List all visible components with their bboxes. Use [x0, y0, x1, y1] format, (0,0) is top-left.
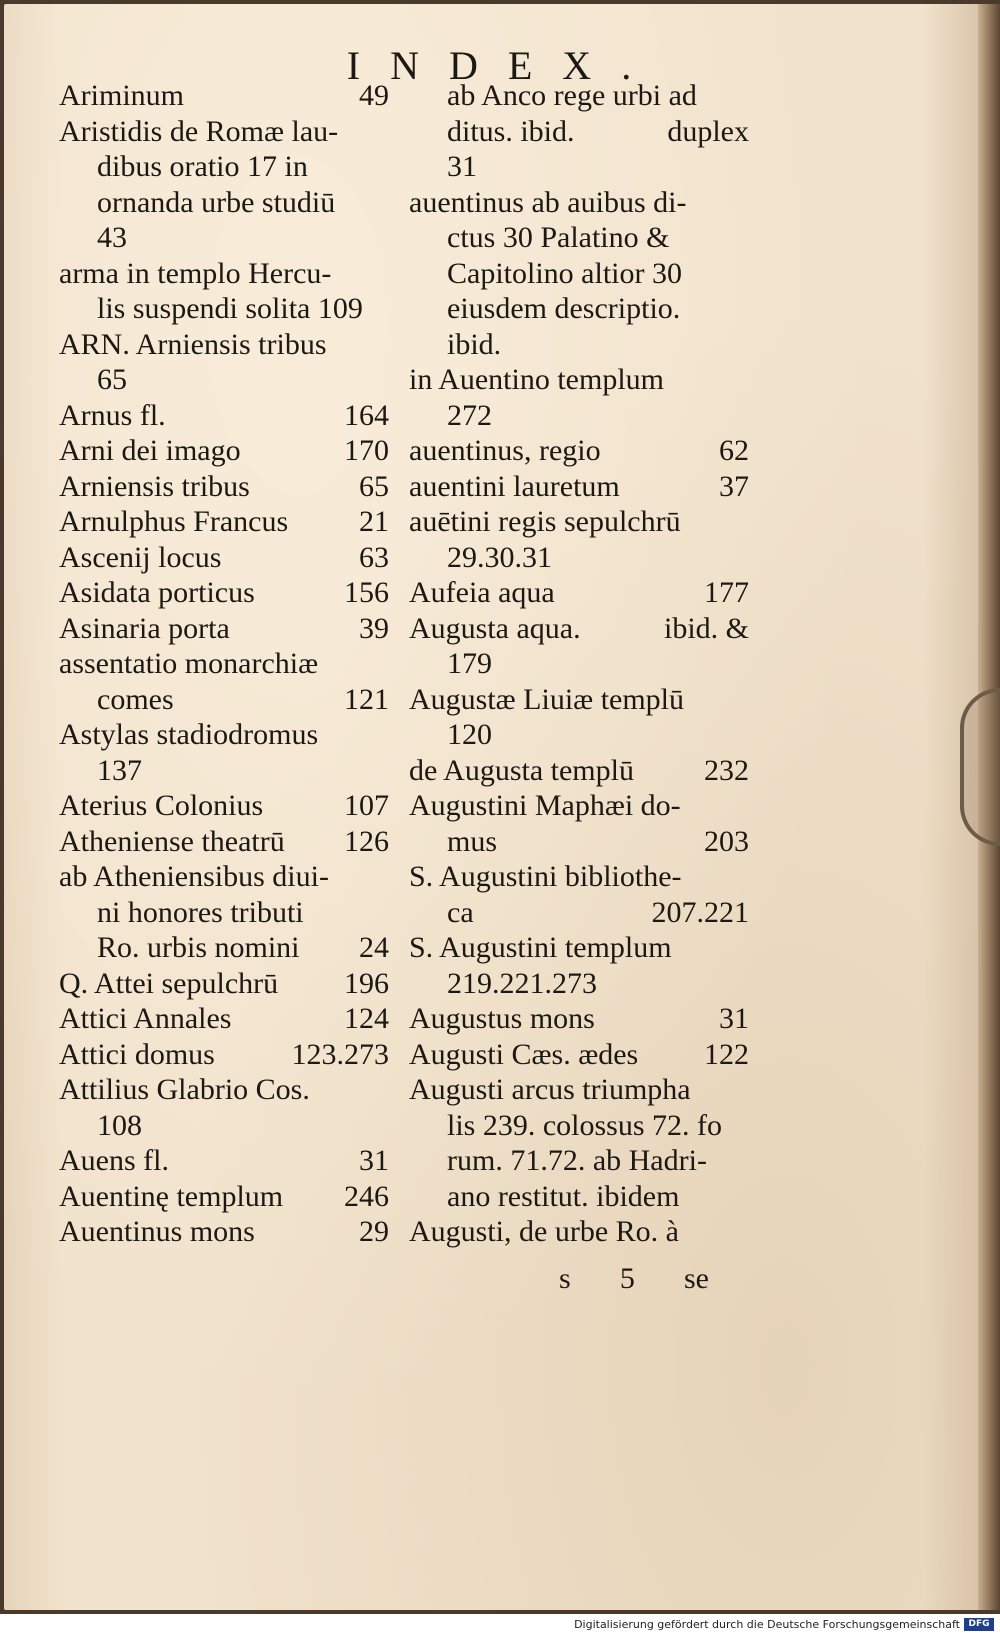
index-entry-text: 43: [97, 221, 127, 254]
index-entry-text: Auentinę templum: [59, 1179, 284, 1213]
index-entry-text: eiusdem descriptio.: [447, 292, 681, 325]
index-entry-text: Capitolino altior 30: [447, 256, 682, 290]
index-entry-page: 164: [344, 398, 389, 432]
signature-number: 5: [619, 1262, 635, 1295]
index-entry-text: mus: [447, 824, 498, 858]
index-entry-text: lis suspendi solita 109: [97, 292, 363, 325]
book-page: [4, 4, 982, 1610]
index-entry: [59, 753, 389, 789]
index-entry-text: 179: [447, 647, 492, 680]
index-entry: [59, 717, 389, 753]
index-entry-text: Arni dei imago: [59, 434, 241, 467]
index-entry: [409, 398, 749, 434]
index-entry: [409, 930, 749, 966]
index-entry-page: 170: [344, 434, 389, 467]
index-entry-text: ARN. Arniensis tribus: [59, 327, 327, 361]
index-entry-text: Arnulphus Francus: [59, 505, 289, 538]
index-entry-text: Aufeia aqua: [409, 576, 555, 609]
signature-mark: s: [559, 1262, 571, 1295]
index-entry-text: in Auentino templum: [409, 363, 664, 396]
index-entry-text: 120: [447, 718, 492, 751]
index-entry-page: 49: [359, 79, 389, 112]
index-entry-text: Asidata porticus: [59, 576, 255, 609]
index-entry-page: 24: [359, 931, 389, 964]
index-entry: [59, 1143, 389, 1179]
index-entry-text: ab Atheniensibus diui-: [59, 860, 329, 893]
index-entry: [409, 646, 749, 682]
index-entry-text: 29.30.31: [447, 540, 552, 574]
index-entry: [59, 1214, 389, 1250]
index-entry: [409, 788, 749, 824]
index-entry: [409, 1001, 749, 1037]
index-entry: [409, 256, 749, 292]
index-entry-text: Augustæ Liuiæ templū: [409, 682, 685, 716]
index-entry-text: Augusti arcus triumpha: [409, 1073, 691, 1106]
index-entry-text: Aristidis de Romæ lau-: [59, 114, 339, 148]
index-entry-text: ab Anco rege urbi ad: [447, 79, 697, 112]
index-entry-text: arma in templo Hercu-: [59, 256, 332, 290]
index-entry-text: ca: [447, 895, 474, 929]
index-entry: [59, 291, 389, 327]
index-entry: [59, 540, 389, 576]
index-entry-text: ctus 30 Palatino &: [447, 221, 670, 254]
index-entry: [59, 824, 389, 860]
index-entry-page: 121: [344, 682, 389, 716]
index-entry: [59, 149, 389, 185]
index-entry-page: 39: [359, 611, 389, 645]
index-entry-text: lis 239. colossus 72. fo: [447, 1108, 723, 1142]
index-entry: [409, 824, 749, 860]
catchword-line: [559, 1262, 709, 1296]
index-entry-text: Attici domus: [59, 1037, 215, 1071]
index-entry-text: rum. 71.72. ab Hadri-: [447, 1144, 707, 1177]
index-entry-page: 31: [719, 1002, 749, 1035]
book-clasp: [960, 688, 1000, 846]
index-entry: [59, 1037, 389, 1073]
index-entry: [409, 895, 749, 931]
index-entry-text: Ro. urbis nomini: [97, 931, 300, 964]
index-entry-text: dibus oratio 17 in: [97, 150, 308, 183]
index-entry-text: Auentinus mons: [59, 1215, 255, 1248]
index-entry-text: auētini regis sepulchrū: [409, 505, 681, 538]
index-entry: [409, 717, 749, 753]
index-entry: [409, 753, 749, 789]
index-entry: [409, 575, 749, 611]
index-entry-text: S. Augustini templum: [409, 931, 672, 964]
dfg-logo-icon: DFG: [964, 1618, 994, 1631]
index-column-left: [59, 78, 389, 1250]
index-entry: [409, 220, 749, 256]
index-entry: [409, 859, 749, 895]
index-entry-text: S. Augustini bibliothe-: [409, 860, 682, 893]
index-entry: [59, 185, 389, 221]
index-entry-page: duplex: [667, 114, 749, 148]
index-entry: [59, 859, 389, 895]
index-entry: [59, 1179, 389, 1215]
index-entry-text: ditus. ibid.: [447, 114, 575, 148]
index-entry-page: 177: [704, 576, 749, 609]
footer-text: Digitalisierung gefördert durch die Deutsche Forschungsgemeinschaft: [574, 1618, 960, 1631]
index-entry-page: 21: [359, 505, 389, 538]
index-entry-text: auentinus, regio: [409, 434, 601, 467]
page-header: INDEX.: [346, 43, 662, 88]
index-entry-text: auentinus ab auibus di-: [409, 185, 687, 219]
index-entry-text: Augustus mons: [409, 1002, 595, 1035]
index-entry: [409, 362, 749, 398]
index-entry: [59, 1108, 389, 1144]
index-entry: [59, 220, 389, 256]
index-entry: [409, 149, 749, 185]
index-entry: [409, 504, 749, 540]
index-entry: [409, 1214, 749, 1250]
index-entry: [59, 1072, 389, 1108]
index-entry-page: 126: [344, 824, 389, 858]
index-entry-text: Arnus fl.: [59, 398, 166, 432]
index-entry: [409, 611, 749, 647]
index-entry: [59, 895, 389, 931]
index-entry: [409, 1143, 749, 1179]
index-entry-page: 65: [359, 469, 389, 503]
index-entry-text: 219.221.273: [447, 966, 597, 1000]
index-entry: [409, 185, 749, 221]
index-entry-page: 246: [344, 1179, 389, 1213]
index-entry-text: Attici Annales: [59, 1002, 232, 1035]
index-entry: [409, 682, 749, 718]
index-entry-page: 63: [359, 540, 389, 574]
index-entry: [409, 114, 749, 150]
index-entry: [409, 540, 749, 576]
index-entry: [59, 469, 389, 505]
index-entry-text: Attilius Glabrio Cos.: [59, 1073, 310, 1106]
index-entry-text: de Augusta templū: [409, 753, 634, 787]
index-entry-text: Ariminum: [59, 79, 184, 112]
index-entry: [409, 291, 749, 327]
index-entry-page: 203: [704, 824, 749, 858]
index-entry: [409, 469, 749, 505]
index-entry-text: Augusta aqua.: [409, 611, 581, 645]
index-entry: [59, 646, 389, 682]
index-entry: [59, 256, 389, 292]
index-entry-page: 62: [719, 434, 749, 467]
index-entry: [59, 433, 389, 469]
index-entry-text: 65: [97, 363, 127, 396]
footer-credit: [0, 1614, 1000, 1636]
index-entry-text: 31: [447, 150, 477, 183]
index-entry: [409, 433, 749, 469]
index-entry-text: auentini lauretum: [409, 469, 620, 503]
index-entry-text: Augusti Cæs. ædes: [409, 1037, 639, 1071]
index-entry-page: 124: [344, 1002, 389, 1035]
index-entry: [409, 327, 749, 363]
index-entry-page: ibid. &: [663, 611, 749, 645]
index-entry: [59, 398, 389, 434]
index-entry: [59, 611, 389, 647]
index-entry: [59, 966, 389, 1002]
catchword: se: [684, 1262, 709, 1295]
index-entry: [409, 1179, 749, 1215]
index-entry-page: 31: [359, 1144, 389, 1177]
index-entry: [59, 327, 389, 363]
index-entry-text: ibid.: [447, 327, 502, 361]
index-entry: [59, 788, 389, 824]
index-entry-text: Augustini Maphæi do-: [409, 789, 681, 822]
index-entry-text: assentatio monarchiæ: [59, 647, 319, 680]
index-entry: [409, 1108, 749, 1144]
index-entry-text: Asinaria porta: [59, 611, 230, 645]
index-entry-page: 37: [719, 469, 749, 503]
index-entry-text: Arniensis tribus: [59, 469, 250, 503]
index-entry-page: 123.273: [291, 1037, 389, 1071]
index-entry: [409, 1037, 749, 1073]
index-entry: [409, 966, 749, 1002]
index-entry: [59, 114, 389, 150]
index-entry-page: 29: [359, 1215, 389, 1248]
index-entry-text: ano restitut. ibidem: [447, 1179, 680, 1213]
index-entry-page: 122: [704, 1037, 749, 1071]
index-entry-text: Aterius Colonius: [59, 789, 264, 822]
index-entry: [409, 78, 749, 114]
index-entry-text: 137: [97, 753, 142, 787]
index-entry-text: Ascenij locus: [59, 540, 222, 574]
index-entry-text: Auens fl.: [59, 1144, 169, 1177]
index-entry-text: 272: [447, 398, 492, 432]
index-entry-page: 207.221: [651, 895, 749, 929]
index-entry: [409, 1072, 749, 1108]
index-entry: [59, 930, 389, 966]
index-entry: [59, 682, 389, 718]
index-entry-text: Astylas stadiodromus: [59, 718, 319, 751]
index-entry-page: 107: [344, 789, 389, 822]
index-entry: [59, 575, 389, 611]
index-entry-text: ornanda urbe studiū: [97, 185, 336, 219]
index-entry-text: Q. Attei sepulchrū: [59, 966, 279, 1000]
index-entry: [59, 362, 389, 398]
index-entry: [59, 1001, 389, 1037]
index-column-right: [409, 78, 749, 1250]
index-entry-page: 156: [344, 576, 389, 609]
index-entry-text: ni honores tributi: [97, 895, 304, 929]
index-entry-text: 108: [97, 1108, 142, 1142]
index-entry: [59, 504, 389, 540]
index-entry-text: comes: [97, 682, 174, 716]
index-entry: [59, 78, 389, 114]
index-entry-page: 196: [344, 966, 389, 1000]
index-entry-text: Augusti, de urbe Ro. à: [409, 1215, 679, 1248]
index-entry-text: Atheniense theatrū: [59, 824, 285, 858]
index-entry-page: 232: [704, 753, 749, 787]
